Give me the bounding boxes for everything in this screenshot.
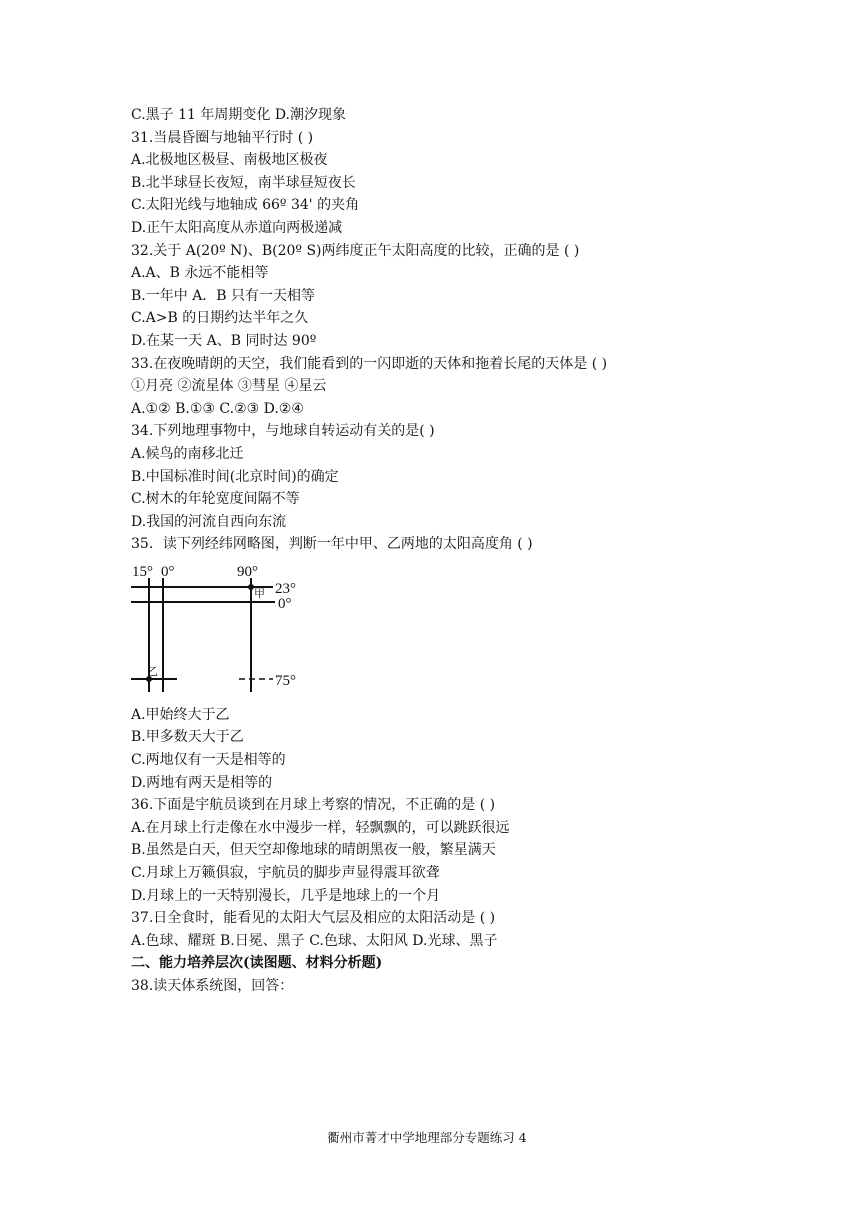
option-36b: B.虽然是白天，但天空却像地球的晴朗黑夜一般，繁星满天 xyxy=(131,842,496,859)
option-32a: A.A、B 永远不能相等 xyxy=(131,265,269,282)
option-36a: A.在月球上行走像在水中漫步一样，轻飘飘的，可以跳跃很远 xyxy=(131,819,510,836)
option-31d: D.正午太阳高度从赤道向两极递减 xyxy=(131,219,343,236)
graticule-diagram xyxy=(129,558,319,700)
question-35: 35．读下列经纬网略图，判断一年中甲、乙两地的太阳高度角 ( ) xyxy=(131,536,533,553)
question-37-options: A.色球、耀斑 B.日冕、黑子 C.色球、太阳风 D.光球、黑子 xyxy=(131,932,498,949)
question-38: 38.读天体系统图，回答： xyxy=(131,978,294,994)
option-35d: D.两地有两天是相等的 xyxy=(131,774,273,791)
question-34: 34.下列地理事物中，与地球自转运动有关的是( ) xyxy=(131,423,435,440)
option-30c-30d: C.黑子 11 年周期变化 D.潮汐现象 xyxy=(131,107,347,123)
option-36d: D.月球上的一天特别漫长，几乎是地球上的一个月 xyxy=(131,887,441,904)
graticule-figure xyxy=(131,558,321,700)
longitude-label-15: 15° xyxy=(132,563,153,580)
option-31b: B.北半球昼长夜短，南半球昼短夜长 xyxy=(131,174,356,191)
longitude-label-90: 90° xyxy=(237,563,258,580)
option-31a: A.北极地区极昼、南极地区极夜 xyxy=(131,152,328,169)
option-35c: C.两地仅有一天是相等的 xyxy=(131,752,286,769)
latitude-label-75: 75° xyxy=(275,672,296,689)
option-36c: C.月球上万籁俱寂，宇航员的脚步声显得震耳欲聋 xyxy=(131,865,440,882)
question-36: 36.下面是宇航员谈到在月球上考察的情况，不正确的是 ( ) xyxy=(131,797,496,814)
page-footer xyxy=(0,1128,860,1146)
question-33-items: ①月亮 ②流星体 ③彗星 ④星云 xyxy=(131,378,327,395)
option-34a: A.候鸟的南移北迁 xyxy=(131,445,244,462)
question-37: 37.日全食时，能看见的太阳大气层及相应的太阳活动是 ( ) xyxy=(131,910,496,927)
document-body xyxy=(131,104,771,998)
option-32d: D.在某一天 A、B 同时达 90º xyxy=(131,332,317,349)
option-35b: B.甲多数天大于乙 xyxy=(131,729,244,746)
option-32b: B.一年中 A．B 只有一天相等 xyxy=(131,287,316,304)
option-35a: A.甲始终大于乙 xyxy=(131,706,230,723)
point-yi-label: 乙 xyxy=(147,664,158,678)
latitude-label-0: 0° xyxy=(278,595,292,612)
question-31: 31.当晨昏圈与地轴平行时 ( ) xyxy=(131,129,314,146)
point-jia-label: 甲 xyxy=(254,586,265,600)
option-34b: B.中国标准时间(北京时间)的确定 xyxy=(131,468,339,485)
option-34d: D.我国的河流自西向东流 xyxy=(131,513,287,530)
option-31c: C.太阳光线与地轴成 66º 34' 的夹角 xyxy=(131,197,360,214)
question-33: 33.在夜晚晴朗的天空，我们能看到的一闪即逝的天体和拖着长尾的天体是 ( ) xyxy=(131,355,608,372)
option-32c: C.A>B 的日期约达半年之久 xyxy=(131,310,309,327)
latitude-label-23: 23° xyxy=(275,580,296,597)
question-33-options: A.①② B.①③ C.②③ D.②④ xyxy=(131,400,304,417)
section-heading: 二、能力培养层次(读图题、材料分析题) xyxy=(131,955,383,972)
footer-text: 衢州市菁才中学地理部分专题练习 4 xyxy=(327,1130,527,1145)
option-34c: C.树木的年轮宽度间隔不等 xyxy=(131,491,300,508)
question-32: 32.关于 A(20º N)、B(20º S)两纬度正午太阳高度的比较，正确的是 ( ) xyxy=(131,242,580,259)
longitude-label-0: 0° xyxy=(161,563,175,580)
